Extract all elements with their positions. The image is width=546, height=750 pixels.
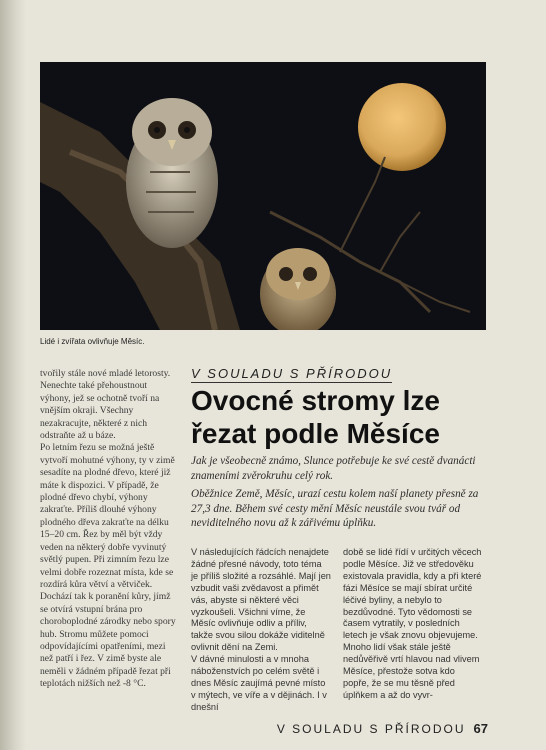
lead-paragraph: Jak je všeobecně známo, Slunce potřebuje ke své cestě dvanácti znameními zvěrokruhu celý rok. bbox=[191, 455, 476, 482]
page-footer bbox=[277, 721, 488, 736]
page-number: 67 bbox=[473, 721, 488, 736]
body-paragraph: V následujících řádcích nenajdete žádné přesné návody, toto téma je příliš složité a rozsáhlé. Mají jen vzbudit vaši zvědavost a přimět vás, abyste si některé věci vyzkoušeli. Všichni víme, že Měsíc ovlivňuje odliv a příliv, takže svou silou dokáže viditelně ovlivnit dění na Zemi. bbox=[191, 547, 331, 653]
body-paragraph: Mnoho lidí však stále ještě nedůvěřivě vrtí hlavou nad vlivem Měsíce, přestože sotva kdo popře, že se mu těsně před úplňkem a až do vyvr- bbox=[343, 642, 480, 700]
article-headline: Ovocné stromy lze řezat podle Měsíce bbox=[191, 385, 440, 449]
left-text-column bbox=[40, 368, 176, 691]
body-paragraph: době se lidé řídí v určitých věcech podle Měsíce. Již ve středověku existovala pravidla, kdy a při které fázi Měsíce se mají sbírat určité léčivé byliny, a nebylo to bezdůvodné. Tyto vědomosti se časem vytratily, v posledních letech je však znovu objevujeme. bbox=[343, 547, 482, 641]
body-paragraph: V dávné minulosti a v mnoha náboženstvích po celém světě i dnes Měsíc zaujímá pevné místo v mýtech, ve víře a v dějinách. I v dnešní bbox=[191, 654, 327, 712]
body-column-2 bbox=[343, 547, 483, 702]
footer-section-title: V SOULADU S PŘÍRODOU bbox=[276, 722, 466, 736]
article-lead bbox=[191, 454, 491, 531]
small-owl bbox=[260, 248, 336, 330]
photo-caption: Lidé i zvířata ovlivňuje Měsíc. bbox=[40, 337, 145, 346]
owl-moon-illustration bbox=[40, 62, 486, 330]
moon bbox=[358, 83, 446, 171]
large-owl bbox=[126, 98, 218, 248]
lead-paragraph: Oběžnice Země, Měsíc, urazí cestu kolem naší planety přesně za 27,3 dne. Během své cesty mění Měsíc neustále svou tvář od neviditelného novu až k zářivému úplňku. bbox=[191, 488, 479, 530]
left-paragraph: Po letním řezu se možná ještě vytvoří mohutné výhony, ty v zimě sesadíte na plodné dřevo, které již máte k dispozici. V případě, že plodné dřevo chybí, výhony zakraťte. Příliš dlouhé výhony plodného dřeva zakraťte na délku 15–20 cm. Řez by měl být vždy veden na některý dobře vyvinutý světlý pupen. Při zimním řezu lze velmi dobře rozeznat místa, kde se rozdírá kůra větví a větviček. Dochází tak k poranění kůry, jímž se otvírá vstupní brána pro choroboplodné zárodky nebo spory hub. Stromu můžete pomoci odpovídajícími opatřeními, mezi než patří i řez. V zimě byste ale neměli v žádném případě řezat při teplotách nižších než -8 °C. bbox=[40, 442, 176, 690]
section-kicker: V SOULADU S PŘÍRODOU bbox=[191, 366, 393, 381]
left-paragraph: tvořily stále nové mladé letorosty. Nenechte také přehoustnout výhony, jež se ochotně tvoří na vnějším okraji. Všechny nezakracujte, některé z nich odstraňte až u báze. bbox=[40, 368, 171, 442]
body-column-1 bbox=[191, 547, 331, 714]
page-binding-shadow bbox=[0, 0, 26, 750]
owl-moon-photo bbox=[40, 62, 486, 330]
